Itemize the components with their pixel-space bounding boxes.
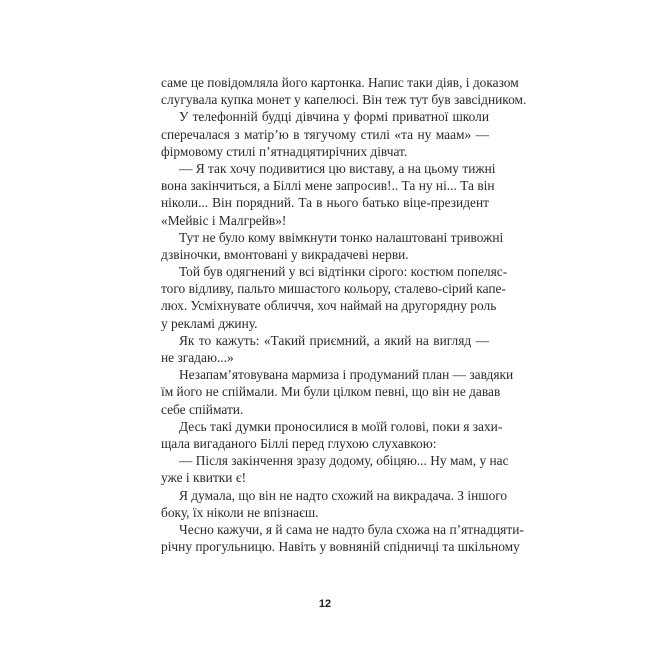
page-number: 12 <box>318 598 332 610</box>
text-line: Незапам’ятовувана мармиза і продуманий план — завдяки <box>179 367 514 383</box>
text-line: Як то кажуть: «Такий приємний, а який на вигляд — <box>179 332 489 348</box>
text-line: сперечалася з матір’ю в тягучому стилі «та ну маам» — <box>161 126 489 142</box>
text-line: у рекламі джину. <box>161 315 258 331</box>
body-text <box>161 74 527 555</box>
text-line: Чесно кажучи, я й сама не надто була схожа на п’ятнадцяти- <box>179 521 524 537</box>
text-line: Я думала, що він не надто схожий на викрадача. З іншого <box>179 487 508 503</box>
text-line: «Мейвіс і Малгрейв»! <box>161 212 287 228</box>
text-line: — Після закінчення зразу додому, обіцяю... Ну мам, у нас <box>179 453 509 469</box>
text-line: вона закінчиться, а Біллі мене запросив!.. Та ну ні... Та він <box>161 178 495 194</box>
text-line: ніколи... Він порядний. Та в нього батько віце-президент <box>161 195 489 211</box>
text-line: уже і квитки є! <box>161 470 247 486</box>
text-line: слугувала купка монет у капелюсі. Він теж тут був завсідником. <box>161 92 527 108</box>
text-line: У телефонній будці дівчина у формі приватної школи <box>179 109 489 125</box>
text-line: того відливу, пальто мишастого кольору, сталево-сірий капе- <box>161 281 506 297</box>
text-line: Тут не було кому ввімкнути тонко налаштовані тривожні <box>179 229 504 245</box>
text-line: фірмовому стилі п’ятнадцятирічних дівчат. <box>161 143 408 159</box>
text-line: не згадаю...» <box>161 350 234 365</box>
text-line: Той був одягнений у всі відтінки сірого: костюм попеляс- <box>179 264 508 280</box>
text-line: себе спіймати. <box>161 401 244 417</box>
text-line: щала вигаданого Біллі перед глухою слухавкою: <box>161 435 437 451</box>
text-line: боку, їх ніколи не впізнаєш. <box>161 504 319 520</box>
text-line: саме це повідомляла його картонка. Напис таки діяв, і доказом <box>161 75 519 90</box>
text-line: Десь такі думки проносилися в моїй голові, поки я захи- <box>179 418 503 434</box>
text-line: — Я так хочу подивитися цю виставу, а на цьому тижні <box>179 160 496 176</box>
text-line: дзвіночки, вмонтовані у викрадачеві нерви. <box>161 246 409 262</box>
text-line: їм його не спіймали. Ми були цілком певні, що він не давав <box>161 384 501 400</box>
text-line: річну прогульницю. Навіть у вовняній спідничці та шкільному <box>161 539 520 555</box>
text-line: люх. Усміхнувате обличчя, хоч наймай на другорядну роль <box>161 298 497 314</box>
